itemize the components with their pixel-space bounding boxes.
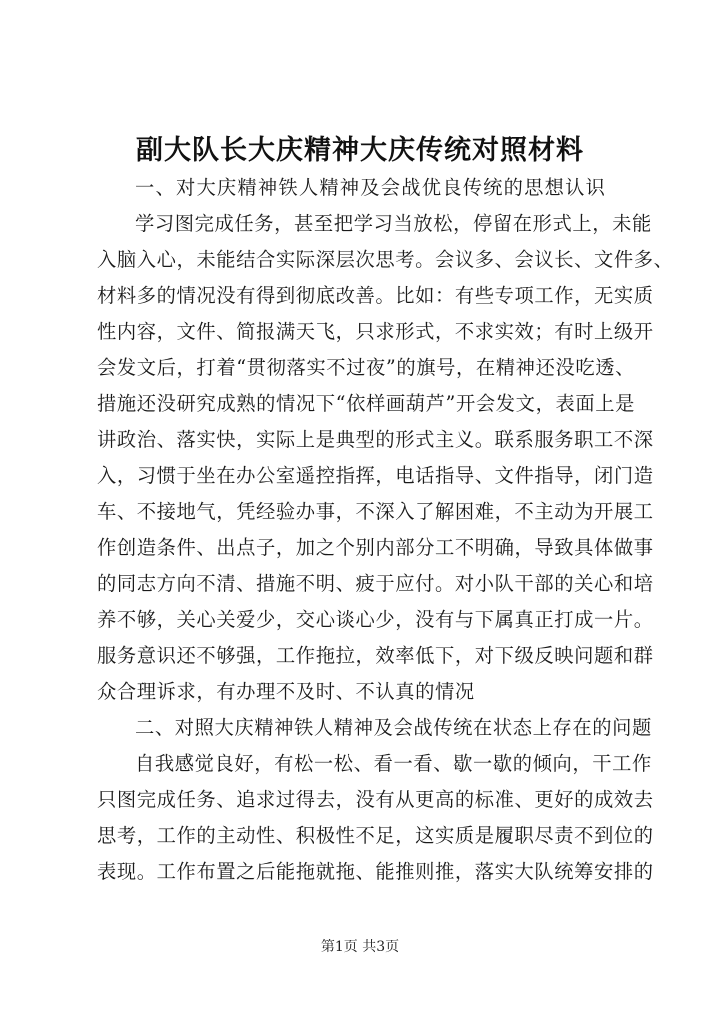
document-body (97, 170, 674, 890)
paragraph-line: 入脑入心，未能结合实际深层次思考。会议多、会议长、文件多、 (97, 248, 674, 271)
paragraph-line: 材料多的情况没有得到彻底改善。比如：有些专项工作，无实质 (97, 284, 654, 307)
paragraph-line: 会发文后，打着“贯彻落实不过夜”的旗号，在精神还没吃透、 (97, 356, 635, 379)
paragraph-line: 讲政治、落实快，实际上是典型的形式主义。联系服务职工不深 (97, 428, 654, 451)
paragraph-line: 措施还没研究成熟的情况下“依样画葫芦”开会发文，表面上是 (97, 392, 635, 415)
section-heading-1: 一、对大庆精神铁人精神及会战优良传统的思想认识 (135, 176, 607, 199)
section-heading-2: 二、对照大庆精神铁人精神及会战传统在状态上存在的问题 (135, 716, 652, 739)
paragraph-line: 众合理诉求，有办理不及时、不认真的情况 (97, 680, 475, 703)
paragraph-line: 车、不接地气，凭经验办事，不深入了解困难，不主动为开展工 (97, 500, 654, 523)
paragraph-line: 学习图完成任务，甚至把学习当放松，停留在形式上，未能 (135, 212, 652, 235)
paragraph-line: 的同志方向不清、措施不明、疲于应付。对小队干部的关心和培 (97, 572, 654, 595)
paragraph-line: 作创造条件、出点子，加之个别内部分工不明确，导致具体做事 (97, 536, 654, 559)
page-number: 第1页 共3页 (320, 939, 400, 955)
paragraph-line: 自我感觉良好，有松一松、看一看、歇一歇的倾向，干工作 (135, 752, 652, 775)
paragraph-line: 养不够，关心关爱少，交心谈心少，没有与下属真正打成一片。 (97, 608, 654, 631)
paragraph-line: 性内容，文件、简报满天飞，只求形式，不求实效；有时上级开 (97, 320, 654, 343)
paragraph-line: 只图完成任务、追求过得去，没有从更高的标准、更好的成效去 (97, 788, 654, 811)
paragraph-line: 入，习惯于坐在办公室遥控指挥，电话指导、文件指导，闭门造 (97, 464, 654, 487)
paragraph-line: 表现。工作布置之后能拖就拖、能推则推，落实大队统筹安排的 (97, 860, 654, 883)
paragraph-line: 思考，工作的主动性、积极性不足，这实质是履职尽责不到位的 (97, 824, 654, 847)
paragraph-line: 服务意识还不够强，工作拖拉，效率低下，对下级反映问题和群 (97, 644, 654, 667)
document-title: 副大队长大庆精神大庆传统对照材料 (136, 135, 584, 166)
